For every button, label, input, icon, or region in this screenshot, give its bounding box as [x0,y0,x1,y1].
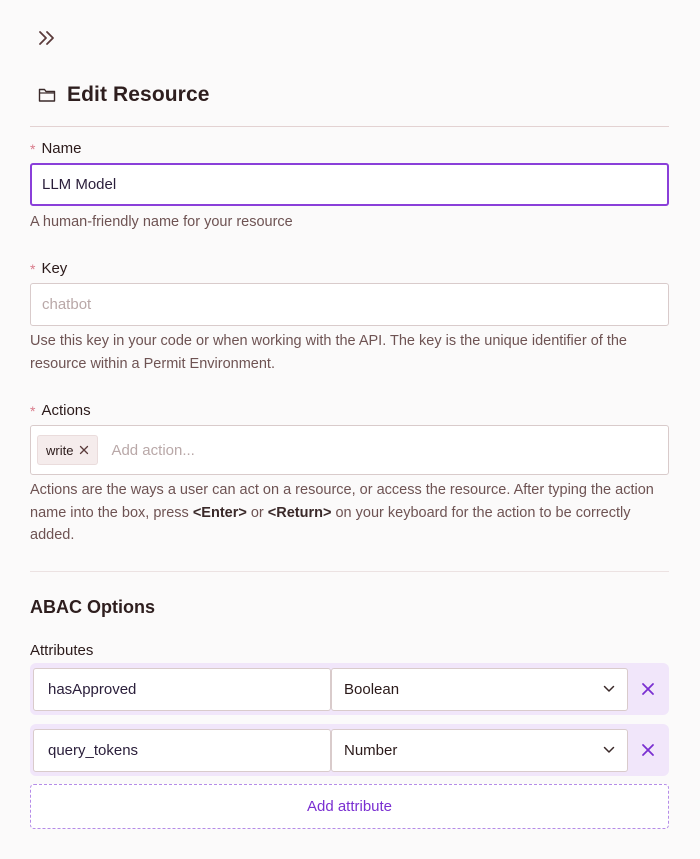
attribute-type-value: Number [344,741,398,759]
name-label [30,140,81,157]
key-input[interactable] [30,283,669,326]
actions-help-part: Actions are the ways a user can act on a resource, or access the resource. After typing the action name into the box, press [30,482,654,521]
enter-key-text: <Enter> [192,504,247,521]
actions-help-text [30,479,669,547]
required-marker: * [30,260,36,277]
attribute-type-value: Boolean [344,680,400,698]
actions-help-or: or [246,504,268,521]
attribute-type-select[interactable] [331,668,628,711]
attribute-name-input[interactable] [33,668,331,711]
action-chip-label: write [46,442,74,458]
actions-label [30,402,91,419]
folder-icon [38,86,56,104]
actions-label-text: Actions [41,402,91,419]
header-divider [30,126,669,127]
add-attribute-button[interactable]: Add attribute [30,784,669,829]
remove-attribute-button[interactable] [628,668,668,711]
required-marker: * [30,402,36,419]
required-marker: * [30,140,36,157]
add-action-input[interactable] [111,442,411,459]
action-chip [37,435,98,465]
close-icon [641,743,655,757]
abac-section-title: ABAC Options [30,597,155,617]
actions-input-box[interactable] [30,425,669,475]
page-title: Edit Resource [67,83,210,106]
attribute-name-input[interactable] [33,729,331,772]
actions-help-part: on your keyboard for the action to be correctly added. [30,504,631,543]
name-label-text: Name [41,140,82,157]
chevron-down-icon [603,746,615,754]
section-divider [30,571,669,572]
name-input[interactable] [30,163,669,206]
attribute-row [30,724,669,776]
remove-attribute-button[interactable] [628,729,668,772]
attribute-row [30,663,669,715]
key-label [30,260,67,277]
double-chevron-right-icon [36,27,58,49]
attribute-type-select[interactable] [331,729,628,772]
key-help-text: Use this key in your code or when working with the API. The key is the unique identifier of the resource within a Permit Environment. [30,333,627,372]
return-key-text: <Return> [267,504,332,521]
chevron-down-icon [603,685,615,693]
close-icon[interactable] [79,445,89,455]
close-icon [641,682,655,696]
key-label-text: Key [41,260,68,277]
name-help-text: A human-friendly name for your resource [30,214,293,230]
attributes-label: Attributes [30,642,94,659]
expand-sidebar-button[interactable] [36,27,58,49]
